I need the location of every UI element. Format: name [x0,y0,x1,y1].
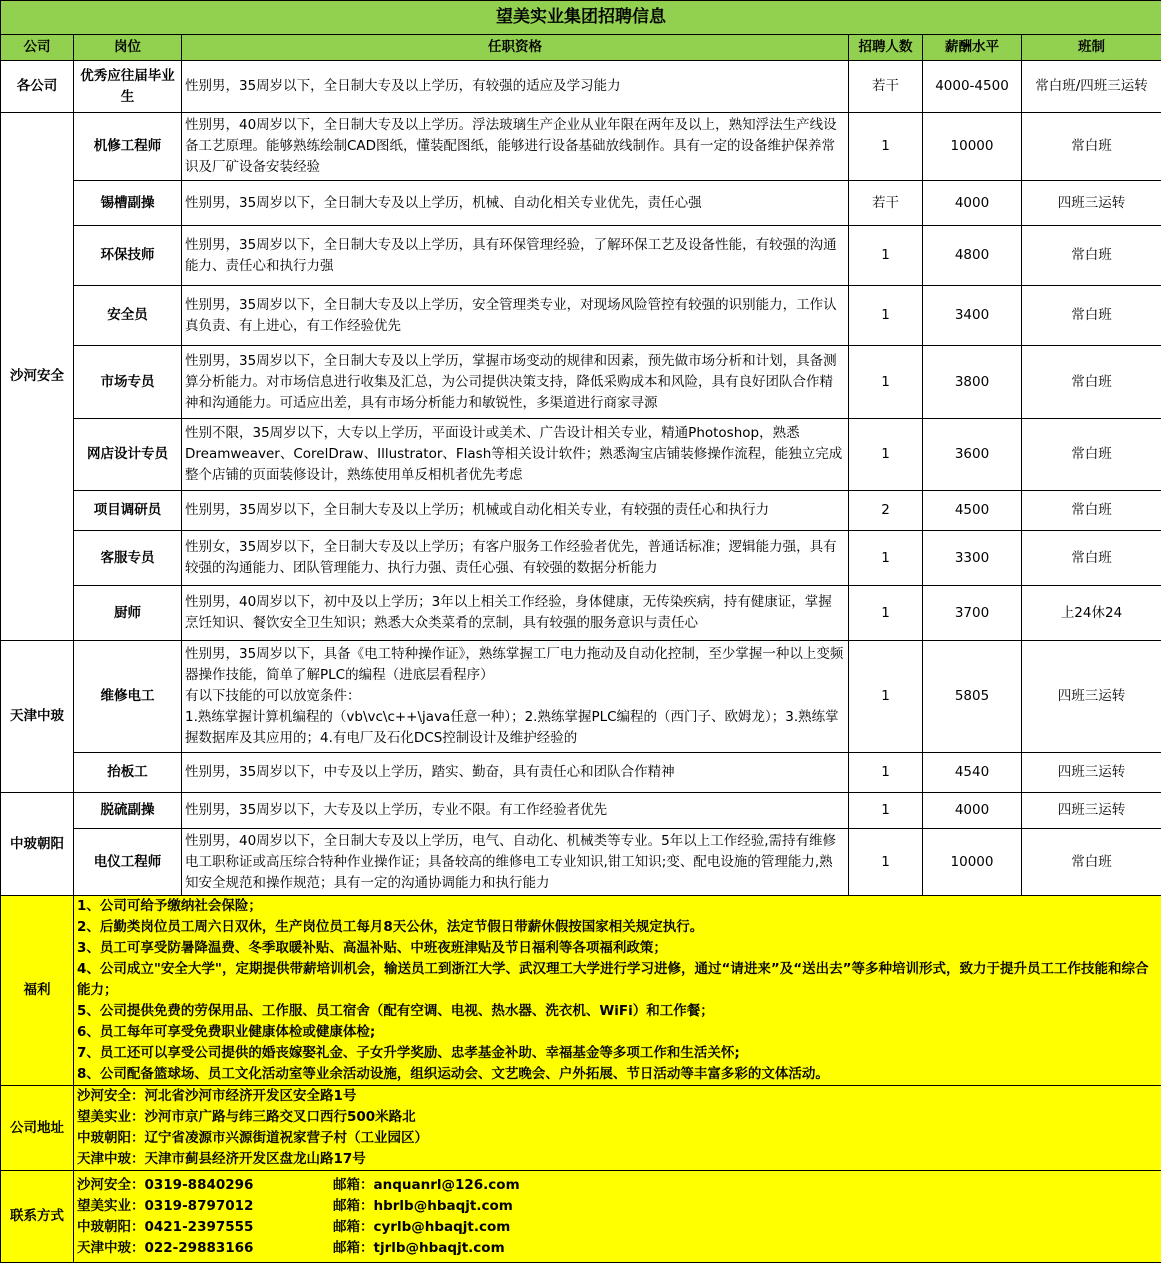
position-cell: 电仪工程师 [74,829,182,896]
table-row [1,829,1161,896]
requirements-line: 性别男，35周岁以下，全日制大专及以上学历，掌握市场变动的规律和因素，预先做市场分析和计划，具备测算分析能力。对市场信息进行收集及汇总，为公司提供决策支持，降低采购成本和风险，具有良好团队合作精神和沟通能力。可适应出差，具有市场分析能力和敏锐性，多渠道进行商家寻源 [185,351,845,414]
requirements-line: 性别男，40周岁以下，全日制大专及以上学历。浮法玻璃生产企业从业年限在两年及以上，熟知浮法生产线设备工艺原理。能够熟练绘制CAD图纸，懂装配图纸，能够进行设备基础放线制作。具有一定的设备维护保养常识及厂矿设备安装经验 [185,115,845,178]
company-cell: 中玻朝阳 [1,793,74,896]
contact-phone: 天津中玻：022-29883166 [77,1238,333,1259]
count-cell: 1 [849,531,923,586]
requirements-line: 性别不限，35周岁以下，大专以上学历，平面设计或美术、广告设计相关专业，精通Photoshop，熟悉Dreamweaver、CorelDraw、Illustrator、Flash等相关设计软件；熟悉淘宝店铺装修操作流程，能独立完成整个店铺的页面装修设计，熟练使用单反相机者优先考虑 [185,423,845,486]
requirements-cell [182,531,849,586]
shift-cell: 常白班 [1022,419,1161,491]
header-position: 岗位 [74,35,182,61]
shift-cell: 四班三运转 [1022,753,1161,793]
contact-email: 邮箱：anquanrl@126.com [333,1175,520,1196]
salary-cell: 3400 [923,286,1022,346]
position-cell: 安全员 [74,286,182,346]
position-cell: 环保技师 [74,226,182,286]
salary-cell: 3300 [923,531,1022,586]
position-cell: 客服专员 [74,531,182,586]
count-cell: 若干 [849,181,923,226]
table-row [1,419,1161,491]
requirements-line: 1.熟练掌握计算机编程的（vb\vc\c++\java任意一种）；2.熟练掌握PLC编程的（西门子、欧姆龙）；3.熟练掌握数据库及其应用的；4.有电厂及石化DCS控制设计及维护经验的 [185,707,845,749]
address-item: 天津中玻：天津市蓟县经济开发区盘龙山路17号 [77,1149,1158,1170]
welfare-item: 6、员工每年可享受免费职业健康体检或健康体检; [77,1022,1158,1043]
count-cell: 1 [849,586,923,641]
shift-cell: 常白班 [1022,346,1161,419]
welfare-content [74,896,1161,1086]
shift-cell: 常白班 [1022,226,1161,286]
position-cell: 机修工程师 [74,113,182,181]
page-title: 望美实业集团招聘信息 [1,1,1161,35]
address-item: 中玻朝阳：辽宁省凌源市兴源街道祝家营子村（工业园区） [77,1128,1158,1149]
requirements-cell [182,419,849,491]
count-cell: 1 [849,641,923,753]
table-row [1,61,1161,113]
table-row [1,586,1161,641]
requirements-cell [182,829,849,896]
position-cell: 维修电工 [74,641,182,753]
table-row [1,226,1161,286]
shift-cell: 常白班 [1022,286,1161,346]
salary-cell: 4800 [923,226,1022,286]
requirements-line: 性别男，40周岁以下，全日制大专及以上学历，电气、自动化、机械类等专业。5年以上工作经验,需持有维修电工职称证或高压综合特种作业操作证；具备较高的维修电工专业知识,钳工知识;变、配电设施的管理能力,熟知安全规范和操作规范；具有一定的沟通协调能力和执行能力 [185,831,845,894]
table-row [1,286,1161,346]
requirements-cell [182,346,849,419]
count-cell: 1 [849,419,923,491]
shift-cell: 上24休24 [1022,586,1161,641]
count-cell: 1 [849,113,923,181]
requirements-line: 性别女，35周岁以下，全日制大专及以上学历；有客户服务工作经验者优先，普通话标准；逻辑能力强，具有较强的沟通能力、团队管理能力、执行力强、责任心强、有较强的数据分析能力 [185,537,845,579]
requirements-cell [182,586,849,641]
welfare-item: 5、公司提供免费的劳保用品、工作服、员工宿舍（配有空调、电视、热水器、洗衣机、WiFi）和工作餐； [77,1001,1158,1022]
requirements-cell [182,226,849,286]
table-row [1,793,1161,829]
position-cell: 市场专员 [74,346,182,419]
count-cell: 1 [849,753,923,793]
shift-cell: 常白班 [1022,113,1161,181]
table-row [1,491,1161,531]
address-row [1,1086,1161,1171]
header-row [1,35,1161,61]
welfare-row [1,896,1161,1086]
requirements-line: 性别男，35周岁以下，全日制大专及以上学历，机械、自动化相关专业优先，责任心强 [185,193,845,214]
position-cell: 锡槽副操 [74,181,182,226]
requirements-cell [182,61,849,113]
requirements-cell [182,641,849,753]
header-company: 公司 [1,35,74,61]
address-item: 望美实业：沙河市京广路与纬三路交叉口西行500米路北 [77,1107,1158,1128]
salary-cell: 4000 [923,181,1022,226]
requirements-cell [182,793,849,829]
welfare-item: 2、后勤类岗位员工周六日双休，生产岗位员工每月8天公休，法定节假日带薪休假按国家相关规定执行。 [77,917,1158,938]
shift-cell: 常白班 [1022,829,1161,896]
welfare-item: 8、公司配备篮球场、员工文化活动室等业余活动设施，组织运动会、文艺晚会、户外拓展、节日活动等丰富多彩的文体活动。 [77,1064,1158,1085]
table-row [1,753,1161,793]
contact-email: 邮箱：cyrlb@hbaqjt.com [333,1217,510,1238]
salary-cell: 10000 [923,113,1022,181]
shift-cell: 四班三运转 [1022,641,1161,753]
contact-item [77,1238,1158,1259]
requirements-line: 性别男，35周岁以下，全日制大专及以上学历，安全管理类专业，对现场风险管控有较强的识别能力，工作认真负责、有上进心，有工作经验优先 [185,295,845,337]
position-cell: 网店设计专员 [74,419,182,491]
requirements-line: 性别男，40周岁以下，初中及以上学历；3年以上相关工作经验，身体健康，无传染疾病，持有健康证，掌握烹饪知识、餐饮安全卫生知识；熟悉大众类菜肴的烹制，具有较强的服务意识与责任心 [185,592,845,634]
requirements-line: 性别男，35周岁以下，全日制大专及以上学历，有较强的适应及学习能力 [185,76,845,97]
position-cell: 厨师 [74,586,182,641]
contact-label: 联系方式 [1,1171,74,1263]
count-cell: 若干 [849,61,923,113]
shift-cell: 常白班 [1022,531,1161,586]
requirements-cell [182,181,849,226]
welfare-label: 福利 [1,896,74,1086]
table-row [1,113,1161,181]
salary-cell: 4000 [923,793,1022,829]
table-row [1,346,1161,419]
welfare-item: 3、员工可享受防暑降温费、冬季取暖补贴、高温补贴、中班夜班津贴及节日福利等各项福利政策； [77,938,1158,959]
requirements-line: 有以下技能的可以放宽条件： [185,686,845,707]
position-cell: 抬板工 [74,753,182,793]
welfare-item: 4、公司成立"安全大学"，定期提供带薪培训机会，输送员工到浙江大学、武汉理工大学进行学习进修，通过“请进来”及“送出去”等多种培训形式，致力于提升员工工作技能和综合能力； [77,959,1158,1001]
salary-cell: 4540 [923,753,1022,793]
salary-cell: 5805 [923,641,1022,753]
position-cell: 优秀应往届毕业生 [74,61,182,113]
requirements-line: 性别男，35周岁以下，中专及以上学历，踏实、勤奋，具有责任心和团队合作精神 [185,762,845,783]
header-shift: 班制 [1022,35,1161,61]
contact-email: 邮箱：hbrlb@hbaqjt.com [333,1196,513,1217]
contact-phone: 望美实业：0319-8797012 [77,1196,333,1217]
welfare-item: 7、员工还可以享受公司提供的婚丧嫁娶礼金、子女升学奖励、忠孝基金补助、幸福基金等多项工作和生活关怀; [77,1043,1158,1064]
contact-item [77,1175,1158,1196]
company-cell: 天津中玻 [1,641,74,793]
salary-cell: 4000-4500 [923,61,1022,113]
contact-content [74,1171,1161,1263]
contact-row [1,1171,1161,1263]
table-row [1,531,1161,586]
shift-cell: 四班三运转 [1022,181,1161,226]
requirements-cell [182,753,849,793]
address-item: 沙河安全：河北省沙河市经济开发区安全路1号 [77,1086,1158,1107]
count-cell: 1 [849,346,923,419]
count-cell: 1 [849,226,923,286]
address-label: 公司地址 [1,1086,74,1171]
header-count: 招聘人数 [849,35,923,61]
count-cell: 1 [849,793,923,829]
table-row [1,181,1161,226]
salary-cell: 3700 [923,586,1022,641]
header-salary: 薪酬水平 [923,35,1022,61]
salary-cell: 3800 [923,346,1022,419]
address-content [74,1086,1161,1171]
requirements-line: 性别男，35周岁以下，大专及以上学历，专业不限。有工作经验者优先 [185,800,845,821]
header-requirements: 任职资格 [182,35,849,61]
count-cell: 1 [849,286,923,346]
contact-phone: 中玻朝阳：0421-2397555 [77,1217,333,1238]
requirements-line: 性别男，35周岁以下，具备《电工特种操作证》，熟练掌握工厂电力拖动及自动化控制，至少掌握一种以上变频器操作技能，简单了解PLC的编程（进底层看程序） [185,644,845,686]
shift-cell: 常白班/四班三运转 [1022,61,1161,113]
requirements-line: 性别男，35周岁以下，全日制大专及以上学历，具有环保管理经验，了解环保工艺及设备性能，有较强的沟通能力、责任心和执行力强 [185,235,845,277]
salary-cell: 3600 [923,419,1022,491]
requirements-cell [182,113,849,181]
salary-cell: 10000 [923,829,1022,896]
requirements-cell [182,491,849,531]
table-row [1,641,1161,753]
welfare-item: 1、公司可给予缴纳社会保险； [77,896,1158,917]
shift-cell: 常白班 [1022,491,1161,531]
position-cell: 脱硫副操 [74,793,182,829]
position-cell: 项目调研员 [74,491,182,531]
count-cell: 1 [849,829,923,896]
requirements-line: 性别男，35周岁以下，全日制大专及以上学历；机械或自动化相关专业，有较强的责任心和执行力 [185,500,845,521]
company-cell: 沙河安全 [1,113,74,641]
requirements-cell [182,286,849,346]
company-cell: 各公司 [1,61,74,113]
contact-item [77,1217,1158,1238]
count-cell: 2 [849,491,923,531]
contact-phone: 沙河安全：0319-8840296 [77,1175,333,1196]
salary-cell: 4500 [923,491,1022,531]
shift-cell: 四班三运转 [1022,793,1161,829]
contact-item [77,1196,1158,1217]
contact-email: 邮箱：tjrlb@hbaqjt.com [333,1238,505,1259]
